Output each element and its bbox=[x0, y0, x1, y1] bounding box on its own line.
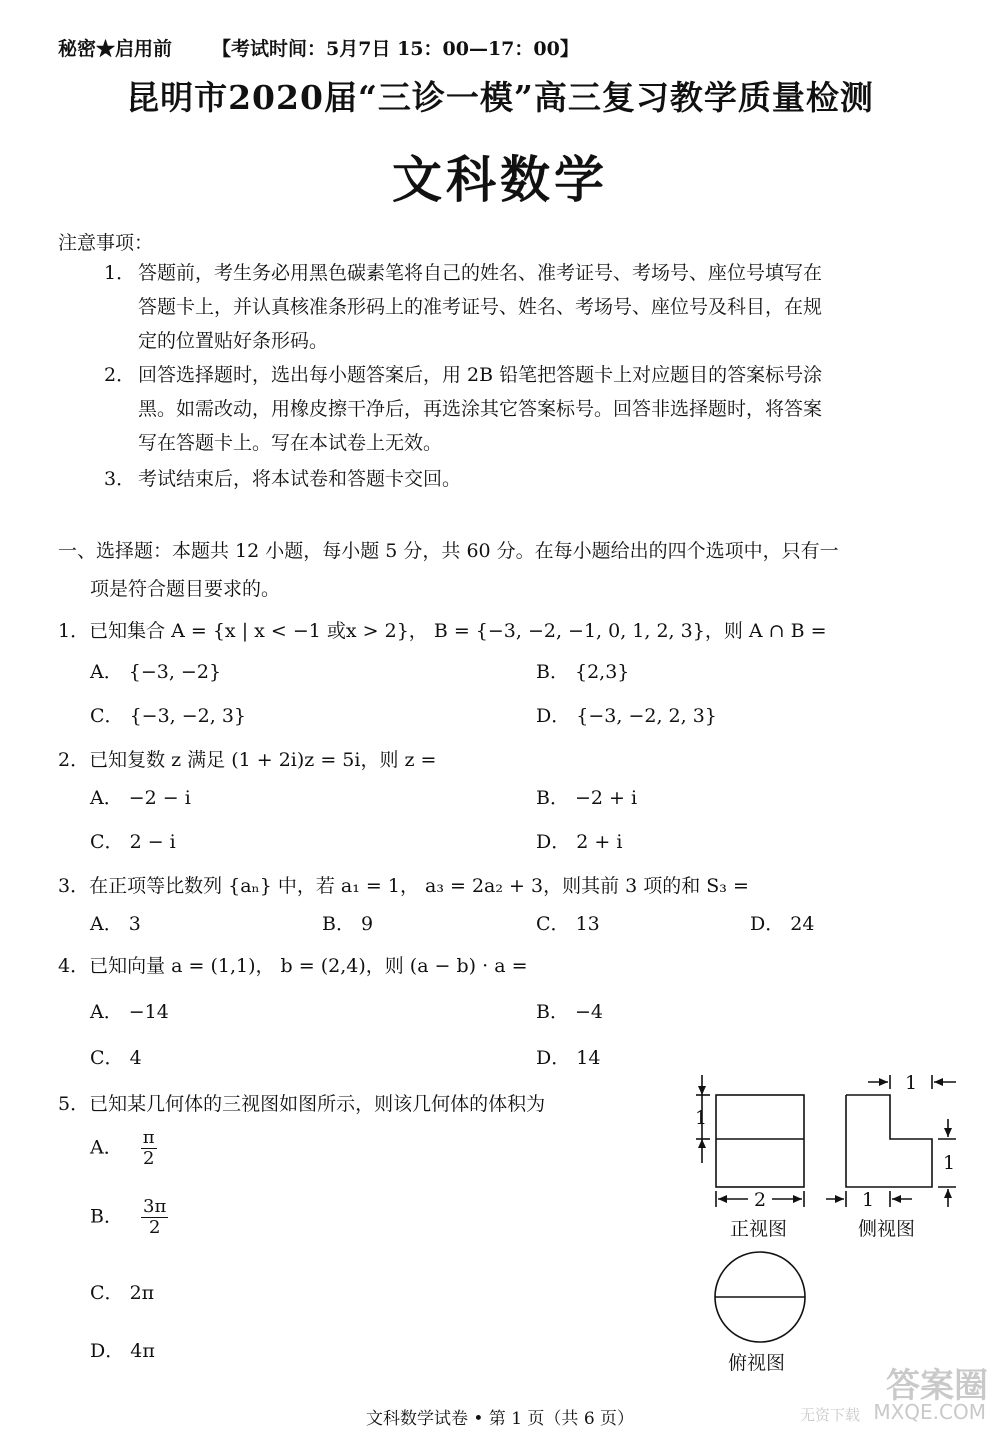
question-2-stem: 2．已知复数 z 满足 (1 + 2i)z = 5i，则 z = bbox=[58, 749, 437, 771]
watermark-small: 无资下载 bbox=[799, 1406, 860, 1424]
arrowhead bbox=[934, 1078, 943, 1086]
fraction-denominator: 2 bbox=[142, 1148, 155, 1169]
notice-line: 考试结束后，将本试卷和答题卡交回。 bbox=[138, 468, 462, 490]
q4-option-b: B． −4 bbox=[536, 1001, 604, 1023]
confidential-line bbox=[58, 34, 579, 61]
exam-title: 昆明市2020届“三诊一模”高三复习教学质量检测 bbox=[126, 78, 874, 117]
q2-option-c: C． 2 − i bbox=[90, 831, 176, 853]
notice-line: 定的位置贴好条形码。 bbox=[138, 330, 329, 352]
q5-option-b-fraction bbox=[141, 1197, 168, 1238]
notice-line: 答题卡上，并认真核准条形码上的准考证号、姓名、考场号、座位号及科目，在规 bbox=[138, 296, 823, 318]
q5-option-b bbox=[90, 1197, 168, 1238]
section-heading-line2: 项是符合题目要求的。 bbox=[90, 578, 281, 600]
arrowhead bbox=[944, 1189, 952, 1198]
arrowhead bbox=[793, 1195, 802, 1203]
notice-num: 3． bbox=[104, 468, 136, 490]
watermark-url: MXQE.COM bbox=[873, 1400, 986, 1424]
q5-option-a-label: A． bbox=[90, 1136, 123, 1159]
q5-option-a-fraction bbox=[141, 1128, 157, 1169]
question-3-stem: 3．在正项等比数列 {aₙ} 中，若 a₁ = 1， a₃ = 2a₂ + 3，则其前 3 项的和 S₃ = bbox=[58, 875, 749, 897]
q2-option-d: D． 2 + i bbox=[536, 831, 623, 853]
notice-item-3 bbox=[104, 462, 462, 496]
q4-option-a: A． −14 bbox=[90, 1001, 169, 1023]
arrowhead bbox=[835, 1195, 844, 1203]
q3-option-b: B． 9 bbox=[322, 913, 374, 935]
question-4-stem: 4．已知向量 a = (1,1)， b = (2,4)，则 (a − b) · a = bbox=[58, 955, 528, 977]
q5-option-a bbox=[90, 1128, 157, 1169]
q4-option-c: C． 4 bbox=[90, 1047, 142, 1069]
notice-num: 2． bbox=[104, 364, 136, 386]
q2-option-b: B． −2 + i bbox=[536, 787, 638, 809]
q3-option-a: A． 3 bbox=[90, 913, 141, 935]
page-footer: 文科数学试卷 • 第 1 页（共 6 页） bbox=[365, 1409, 635, 1429]
side-bottom-label: 1 bbox=[862, 1189, 875, 1211]
section-heading-line1: 一、选择题：本题共 12 小题，每小题 5 分，共 60 分。在每小题给出的四个选项中，只有一 bbox=[58, 540, 839, 562]
notice-line: 回答选择题时，选出每小题答案后，用 2B 铅笔把答题卡上对应题目的答案标号涂 bbox=[138, 364, 823, 386]
q1-option-d: D． {−3, −2, 2, 3} bbox=[536, 705, 717, 727]
fraction-denominator: 2 bbox=[148, 1217, 161, 1238]
notice-heading: 注意事项： bbox=[58, 232, 154, 254]
q4-option-d: D． 14 bbox=[536, 1047, 601, 1069]
section-heading bbox=[58, 532, 988, 608]
q5-option-b-label: B． bbox=[90, 1205, 123, 1228]
side-top-label: 1 bbox=[905, 1072, 918, 1094]
subject-title: 文科数学 bbox=[392, 150, 608, 209]
notice-num: 1． bbox=[104, 262, 136, 284]
arrowhead bbox=[879, 1078, 888, 1086]
arrowhead bbox=[892, 1195, 901, 1203]
q2-option-a: A． −2 − i bbox=[90, 787, 191, 809]
top-view-caption: 俯视图 bbox=[728, 1352, 786, 1374]
notice-line: 答题前，考生务必用黑色碳素笔将自己的姓名、准考证号、考场号、座位号填写在 bbox=[138, 262, 823, 284]
q5-option-d: D． 4π bbox=[90, 1340, 155, 1362]
arrowhead bbox=[698, 1139, 706, 1148]
arrowhead bbox=[944, 1128, 952, 1137]
notice-item-1 bbox=[104, 256, 823, 358]
question-1-stem: 1．已知集合 A = {x | x < −1 或x > 2}， B = {−3, −2, −1, 0, 1, 2, 3}，则 A ∩ B = bbox=[58, 620, 827, 642]
q1-option-a: A． {−3, −2} bbox=[90, 661, 222, 683]
q3-option-d: D． 24 bbox=[750, 913, 815, 935]
watermark-logo: 答案圈 bbox=[886, 1366, 988, 1406]
q5-option-c: C． 2π bbox=[90, 1282, 155, 1304]
front-width-label: 2 bbox=[754, 1189, 767, 1211]
front-height-label: 1 bbox=[695, 1107, 708, 1129]
front-view-outline bbox=[716, 1095, 804, 1187]
arrowhead bbox=[698, 1086, 706, 1095]
q3-option-c: C． 13 bbox=[536, 913, 600, 935]
side-right-label: 1 bbox=[943, 1152, 956, 1174]
confidential-label: 秘密★启用前 bbox=[58, 38, 173, 60]
notice-line: 写在答题卡上。写在本试卷上无效。 bbox=[138, 432, 443, 454]
question-5-stem: 5．已知某几何体的三视图如图所示，则该几何体的体积为 bbox=[58, 1093, 546, 1115]
fraction-numerator: π bbox=[142, 1127, 155, 1148]
notice-item-2 bbox=[104, 358, 823, 460]
q1-option-b: B． {2,3} bbox=[536, 661, 630, 683]
arrowhead bbox=[718, 1195, 727, 1203]
side-view-caption: 侧视图 bbox=[858, 1218, 916, 1240]
exam-time: 【考试时间：5月7日 15：00—17：00】 bbox=[212, 38, 579, 60]
three-view-figure bbox=[680, 1065, 980, 1395]
q1-option-c: C． {−3, −2, 3} bbox=[90, 705, 247, 727]
side-view-outline bbox=[846, 1095, 932, 1187]
notice-line: 黑。如需改动，用橡皮擦干净后，再选涂其它答案标号。回答非选择题时，将答案 bbox=[138, 398, 823, 420]
front-view-caption: 正视图 bbox=[730, 1218, 788, 1240]
fraction-numerator: 3π bbox=[143, 1196, 167, 1217]
